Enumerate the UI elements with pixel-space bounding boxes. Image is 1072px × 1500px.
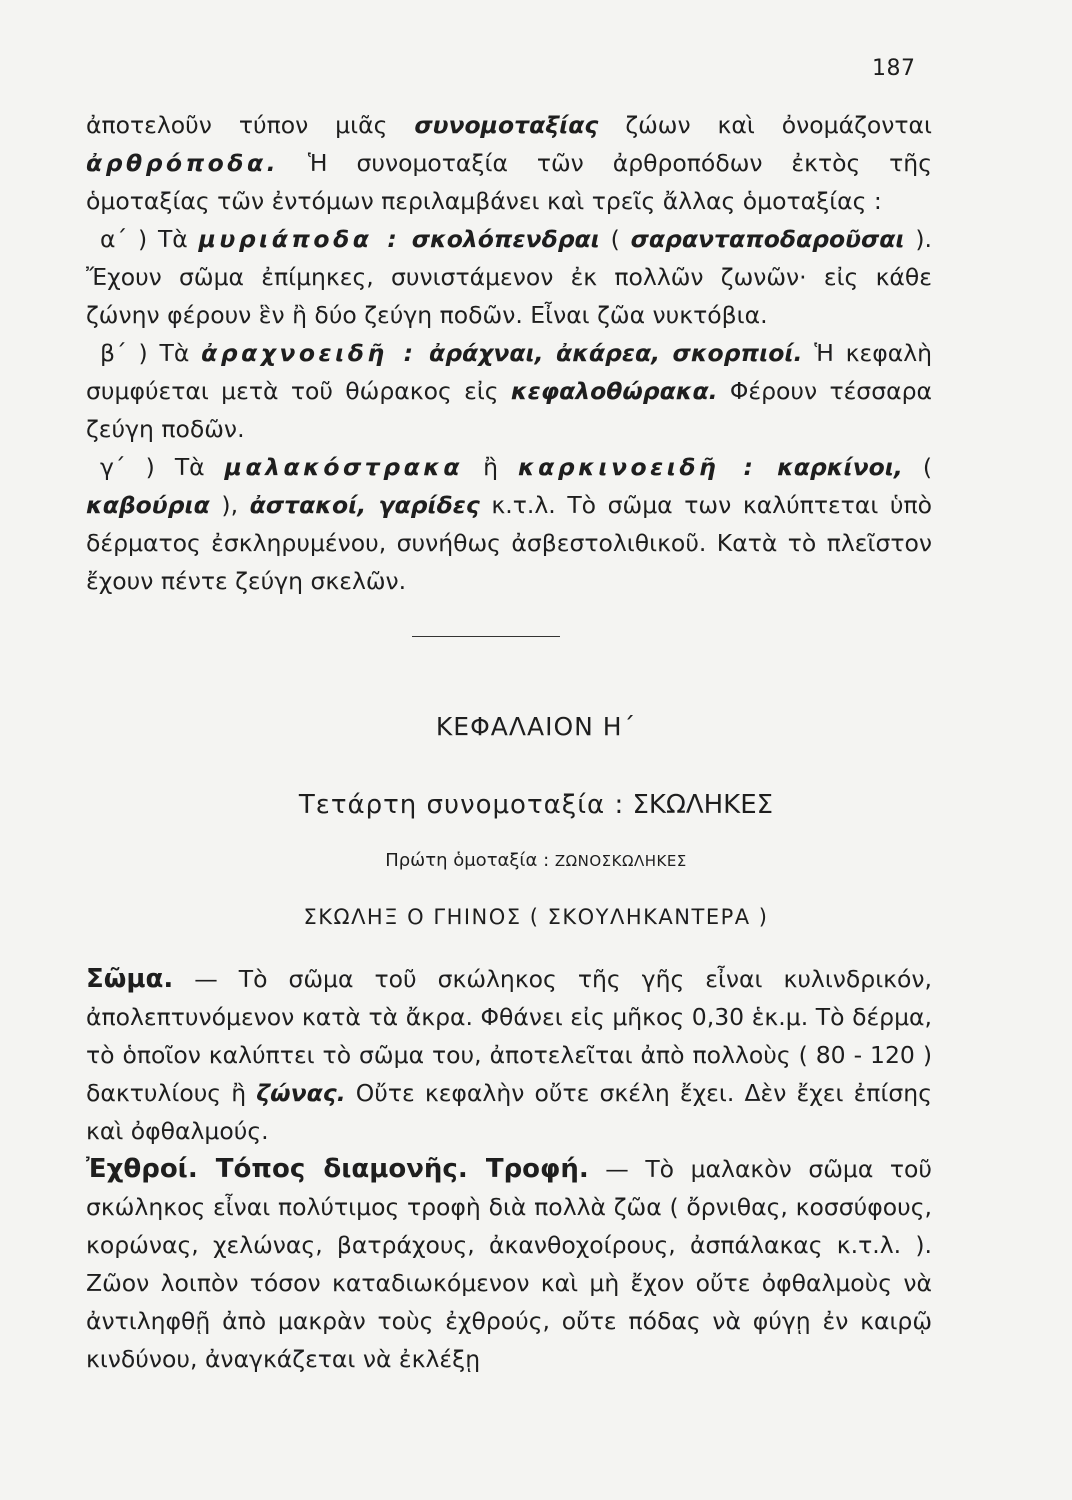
chapter-title: ΚΕΦΑΛΑΙΟΝ Η΄ — [435, 712, 637, 741]
arthropods-section — [86, 106, 932, 600]
paragraph-arthropoda-intro: ἀποτελοῦν τύπον μιᾶς συνομοταξίας ζώων καὶ ὀνομάζονται ἀρθρόποδα. Ἡ συνομοταξία τῶν ἀρθροπόδων ἐκτὸς τῆς ὁμοταξίας τῶν ἐντόμων περιλαμβάνει καὶ τρεῖς ἄλλας ὁμοταξίας : — [86, 111, 932, 215]
species-title: ΣΚΩΛΗΞ Ο ΓΗΙΝΟΣ ( ΣΚΟΥΛΗΚΑΝΤΕΡΑ ) — [303, 905, 769, 929]
earthworm-section — [86, 960, 932, 1378]
enemies-heading: Ἐχθροί. Τόπος διαμονῆς. Τροφή. — [86, 1154, 589, 1184]
page-number: 187 — [872, 56, 916, 81]
paragraph-crustacea: γ΄ ) Τὰ μαλακόστρακα ἢ καρκινοειδῆ : καρκίνοι, ( καβούρια ), ἀστακοί, γαρίδες κ.τ.λ. Τὸ σῶμα των καλύπτεται ὑπὸ δέρματος ἐσκληρυμένου, συνήθως ἀσβεστολιθικοῦ. Κατὰ τὸ πλεῖστον ἔχουν πέντε ζεύγη σκελῶν. — [86, 453, 933, 595]
paragraph-arachnida: β΄ ) Τὰ ἀραχνοειδῆ : ἀράχναι, ἀκάρεα, σκορπιοί. Ἡ κεφαλὴ συμφύεται μετὰ τοῦ θώρακος εἰς κεφαλοθώρακα. Φέρουν τέσσαρα ζεύγη ποδῶν. — [86, 339, 933, 443]
class-heading: Πρώτη ὁμοταξία : ΖΩΝΟΣΚΩΛΗΚΕΣ — [385, 850, 687, 871]
phylum-heading: Τετάρτη συνομοταξία : ΣΚΩΛΗΚΕΣ — [298, 790, 774, 820]
section-divider — [412, 636, 560, 637]
body-heading: Σῶμα. — [86, 964, 174, 994]
paragraph-enemies: Ἐχθροί. Τόπος διαμονῆς. Τροφή. — Τὸ μαλακὸν σῶμα τοῦ σκώληκος εἶναι πολύτιμος τροφὴ διὰ πολλὰ ζῶα ( ὄρνιθας, κοσσύφους, κορώνας, χελώνας, βατράχους, ἀκανθοχοίρους, ἀσπάλακας κ.τ.λ. ). Ζῶον λοιπὸν τόσον καταδιωκόμενον καὶ μὴ ἔχον οὔτε ὀφθαλμοὺς νὰ ἀντιληφθῇ ἀπὸ μακρὰν τοὺς ἐχθρούς, οὔτε πόδας νὰ φύγῃ ἐν καιρῷ κινδύνου, ἀναγκάζεται νὰ ἐκλέξῃ — [86, 1154, 932, 1373]
paragraph-myriapoda: α΄ ) Τὰ μυριάποδα : σκολόπενδραι ( σαρανταποδαροῦσαι ). Ἔχουν σῶμα ἐπίμηκες, συνιστάμενον ἐκ πολλῶν ζωνῶν· εἰς κάθε ζώνην φέρουν ἓν ἢ δύο ζεύγη ποδῶν. Εἶναι ζῶα νυκτόβια. — [86, 225, 933, 329]
paragraph-body: Σῶμα. — Τὸ σῶμα τοῦ σκώληκος τῆς γῆς εἶναι κυλινδρικόν, ἀπολεπτυνόμενον κατὰ τὰ ἄκρα. Φθάνει εἰς μῆκος 0,30 ἑκ.μ. Τὸ δέρμα, τὸ ὁποῖον καλύπτει τὸ σῶμα του, ἀποτελεῖται ἀπὸ πολλοὺς ( 80 - 120 ) δακτυλίους ἢ ζώνας. Οὔτε κεφαλὴν οὔτε σκέλη ἔχει. Δὲν ἔχει ἐπίσης καὶ ὀφθαλμούς. — [86, 964, 932, 1145]
